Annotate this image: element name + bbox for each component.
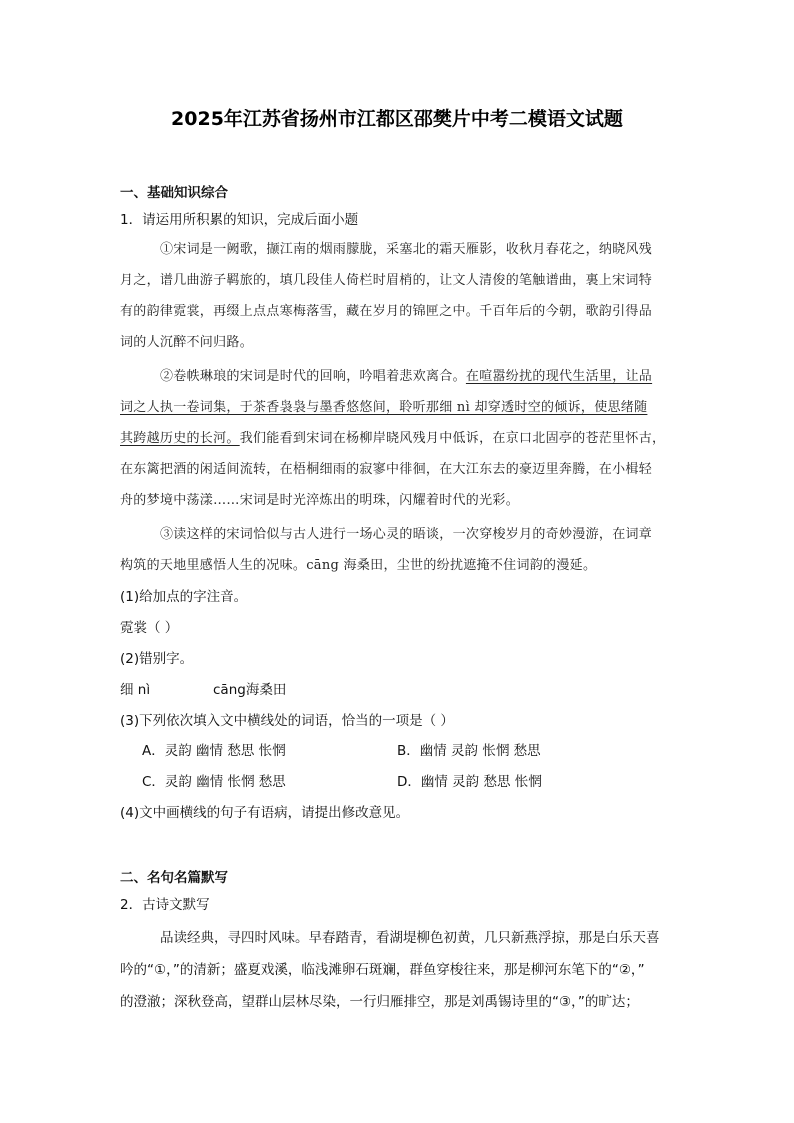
passage-line: 在东篱把酒的闲适间流转，在梧桐细雨的寂寥中徘徊，在大江东去的豪迈里奔腾，在小楫轻 xyxy=(120,462,653,477)
passage-line: 月之，谱几曲游子羁旅的，填几段佳人倚栏时眉梢的，让文人清俊的笔触谱曲，裏上宋词特 xyxy=(120,273,653,288)
underlined-sentence: 其跨越历史的长河。 xyxy=(120,431,240,446)
section-heading-2: 二、名句名篇默写 xyxy=(120,870,228,886)
option-b: B．幽情 灵韵 怅惘 愁思 xyxy=(397,743,541,759)
question-1-stem: 1．请运用所积累的知识，完成后面小题 xyxy=(120,212,359,228)
passage-line: ③读这样的宋词恰似与古人进行一场心灵的晤谈，一次穿梭岁月的奇妙漫游，在词章 xyxy=(160,527,653,542)
typo-item: cāng海桑田 xyxy=(213,682,287,698)
passage-text: ②卷帙琳琅的宋词是时代的回响，吟唱着悲欢离合。 xyxy=(160,369,466,384)
sub-question-1-blank: 霓裳（ ） xyxy=(120,620,179,636)
passage-line: 的澄澈；深秋登高，望群山层林尽染，一行归雁排空，那是刘禹锡诗里的“③，”的旷达； xyxy=(120,994,639,1010)
passage-line xyxy=(160,365,652,384)
option-d: D．幽情 灵韵 愁思 怅惘 xyxy=(397,774,542,790)
typo-item: 细 nì xyxy=(120,682,151,698)
option-c: C．灵韵 幽情 怅惘 愁思 xyxy=(142,774,286,790)
passage-line: ①宋词是一阙歌，撷江南的烟雨朦胧，采塞北的霜天雁影，收秋月春花之，纳晓风残 xyxy=(160,242,653,257)
underlined-sentence: 在喧嚣纷扰的现代生活里，让品 xyxy=(465,369,653,384)
passage-line: 构筑的天地里感悟人生的况味。cāng 海桑田，尘世的纷扰遮掩不住词韵的漫延。 xyxy=(120,558,597,573)
question-2-stem: 2．古诗文默写 xyxy=(120,897,210,913)
sub-question-1: (1)给加点的字注音。 xyxy=(120,589,248,605)
option-a: A．灵韵 幽情 愁思 怅惘 xyxy=(142,743,286,759)
sub-question-2: (2)错别字。 xyxy=(120,651,194,667)
passage-line: 品读经典，寻四时风味。早春踏青，看湖堤柳色初黄，几只新燕浮掠，那是白乐天喜 xyxy=(160,930,660,946)
passage-text: 我们能看到宋词在杨柳岸晓风残月中低诉，在京口北固亭的苍茫里怀古， xyxy=(239,431,666,446)
passage-line: 有的韵律霓裳，再缀上点点寒梅落雪，藏在岁月的锦匣之中。千百年后的今朝，歌韵引得品 xyxy=(120,304,653,319)
underlined-sentence: 词之人执一卷词集，于茶香袅袅与墨香悠悠间，聆听那细 nì 却穿透时空的倾诉，使思绪随 xyxy=(120,400,648,415)
passage-line xyxy=(120,427,665,446)
section-heading-1: 一、基础知识综合 xyxy=(120,185,228,201)
page-title: 2025年江苏省扬州市江都区邵樊片中考二模语文试题 xyxy=(171,108,623,130)
sub-question-3: (3)下列依次填入文中横线处的词语，恰当的一项是（ ） xyxy=(120,713,454,729)
passage-line: 舟的梦境中荡漾……宋词是时光淬炼出的明珠，闪耀着时代的光彩。 xyxy=(120,493,520,508)
sub-question-4: (4)文中画横线的句子有语病，请提出修改意见。 xyxy=(120,805,410,821)
passage-line: 词的人沉醉不问归路。 xyxy=(120,335,254,350)
passage-line: 吟的“①，”的清新；盛夏戏溪，临浅滩卵石斑斓，群鱼穿梭往来，那是柳河东笔下的“②，” xyxy=(120,962,645,978)
